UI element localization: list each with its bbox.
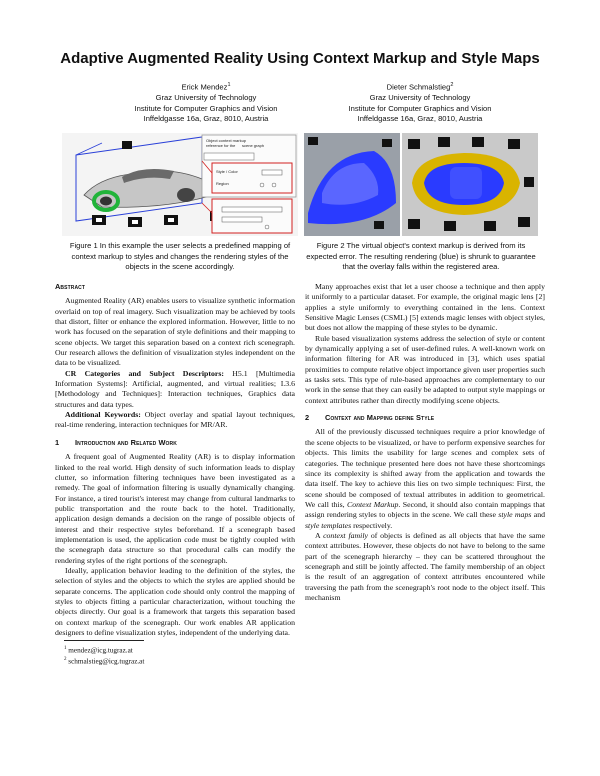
emphasis-text: style templates [305, 520, 352, 530]
section-title: Introduction and Related Work [75, 437, 177, 447]
keywords-text: Object overlay and spatial layout techniques, real-time rendering, interaction techniques for MR/AR. [55, 410, 295, 430]
author-affiliation: Institute for Computer Graphics and Vision [348, 103, 492, 113]
emphasis-text: context family [323, 530, 368, 540]
dialog-line: reference for the [206, 143, 236, 148]
figure-2-illustration [304, 133, 538, 236]
cr-categories-label: CR Categories and Subject Descriptors: [65, 368, 224, 378]
section-1-heading [55, 438, 295, 448]
body-paragraph: Rule based visualization systems address the selection of style or content by dynamically applying a set of user-defined rules. A well-known work on information filtering for AR was introduced in [3], which uses spatial proximities to compute relative object importance given user properties such as tasks sets. This type of rule-based approaches are complementary to our work in the sense that they can easily be adapted to output style mappings or context attributes rather than directly modifying scene objects. [305, 333, 545, 405]
abstract-heading [55, 282, 295, 292]
footnote-mark: 2 [64, 657, 67, 662]
abstract-paragraph: Augmented Reality (AR) enables users to visualize synthetic information overlaid on top of real imagery. Such visualization may be achieved by tools that distort, filter or enhance the explored information. However, little to no work has focused on the separation of style definitions and their mapping to scene objects. We target this separation based on a context rich scenegraph. Our research allows the definition of visualization styles independent on the data to be visualized. [55, 296, 295, 368]
section-title: Context and Mapping define Style [325, 413, 435, 423]
text-run: and [531, 510, 545, 520]
figure-2-caption: Figure 2 The virtual object's context markup is derived from its expected error. The resulting rendering (blue) is shrunk to guarantee that the overlay falls within the registered area. [306, 241, 536, 272]
author-name: Erick Mendez [181, 82, 228, 92]
author-footnote-mark: 2 [450, 82, 454, 88]
author-footnote-mark: 1 [227, 82, 231, 88]
text-run: All of the previously discussed techniques require a prior knowledge of the scene objects to be visualized, or have to perform expensive searches for objects. This limits the usability for large scenes and complex sets of categories. The technique presented here does not have these shortcomings since its complexity is shifted away from the application and towards the data itself. The key to achieve this lies on two simple techniques: First, the scene should be composed of textual attributes in addition to geometrical. We call this, [305, 427, 545, 509]
cr-categories-paragraph [55, 369, 295, 410]
emphasis-text: style maps [498, 510, 532, 520]
text-run: respectively. [351, 520, 393, 530]
author-affiliation: Graz University of Technology [369, 93, 471, 103]
author-block-2 [320, 80, 520, 125]
footnote-email: mendez@icg.tugraz.at [66, 646, 133, 655]
paper-title: Adaptive Augmented Reality Using Context Markup and Style Maps [60, 50, 540, 67]
figure-1-image [62, 133, 298, 236]
text-run: of objects is defined as all objects that have the same context attributes. However, these objects do not have to belong to the same part of the scenegraph hierarchy – they can be scattered throughout the scenegraph and still be jointly affected. The family membership of an object is the result of an aggregation of context attributes encountered while traversing the path from the scenegraph's root node to the object itself. This mechanism [305, 530, 545, 602]
body-paragraph: Many approaches exist that let a user choose a technique and then apply it uniformly to a particular dataset. For example, the original magic lens [2] applies a style uniformly to everything contained in the lens. Context Sensitive Magic Lenses (CSML) [5] extends magic lenses with object styles, but does not allow the mapping of these styles to be dynamic. [305, 282, 545, 333]
section-number: 2 [305, 413, 310, 423]
right-column [305, 282, 545, 603]
dialog-line: Region [216, 181, 229, 186]
footnote-2 [64, 655, 144, 666]
text-run: A [315, 530, 324, 540]
dialog-line: scene graph [242, 143, 265, 148]
body-paragraph: A frequent goal of Augmented Reality (AR) is to display information linked to the real world. High density of such information leads to display clutter, so information filtering techniques have been investigated as a remedy. The goal of information filtering is usually dynamically changing. For instance, a tired tourist's interest may change from cultural landmarks to public transportation and the route back to the hotel. Traditionally, application design demands a decision on the range of possible objects of interest and their respective styles beforehand. If a scenegraph based implementation is used, the application code must be tightly coupled with the scenegraph data structure so that procedural calls can modify the rendering styles of the right portions of the scenegraph. [55, 452, 295, 565]
body-paragraph [305, 427, 545, 530]
body-paragraph: Ideally, application behavior leading to the definition of the styles, the selection of styles and the objects to which the styles are applied should be separate concerns. The application code should only control the mapping of styles to objects fitting a particular characterization, without touching the objects directly. Our goal is a framework that targets this separation based on context markup of the scenegraph. Our work enables AR application designers to define visualization styles, independent of the underlying data. [55, 565, 295, 637]
dialog-line: Object context markup [206, 138, 247, 143]
abstract-heading-text: Abstract [55, 282, 86, 291]
author-block-1 [106, 80, 306, 125]
footnote-rule [64, 640, 144, 641]
author-name: Dieter Schmalstieg [386, 82, 451, 92]
cr-categories-text: H5.1 [Multimedia Information Systems]: Artificial, augmented, and virtual realities; I.3.6 [Methodology and Techniques]: Interaction techniques, Graphics data structures and data types. [55, 368, 295, 409]
keywords-label: Additional Keywords: [65, 410, 141, 420]
figure-2-image [304, 133, 538, 236]
author-address: Inffeldgasse 16a, Graz, 8010, Austria [357, 114, 483, 124]
author-address: Inffeldgasse 16a, Graz, 8010, Austria [143, 114, 269, 124]
author-affiliation: Institute for Computer Graphics and Vision [134, 103, 278, 113]
figure-1-illustration [62, 133, 298, 236]
section-number: 1 [55, 437, 60, 447]
dialog-line: Style / Color [216, 169, 238, 174]
author-affiliation: Graz University of Technology [155, 93, 257, 103]
figure-1-caption: Figure 1 In this example the user selects a predefined mapping of context markup to styles and changes the rendering styles of the objects in the scene accordingly. [69, 241, 291, 272]
emphasis-text: Context Markup [347, 499, 399, 509]
text-run: . Second, it should also contain mappings that assign rendering styles to objects in the scene. We call these [305, 499, 545, 520]
keywords-paragraph [55, 410, 295, 431]
footnote-email: schmalstieg@icg.tugraz.at [66, 657, 145, 666]
section-2-heading [305, 413, 545, 423]
left-column [55, 282, 295, 638]
footnote-mark: 1 [64, 646, 67, 651]
footnote-1 [64, 644, 133, 655]
body-paragraph [305, 531, 545, 603]
